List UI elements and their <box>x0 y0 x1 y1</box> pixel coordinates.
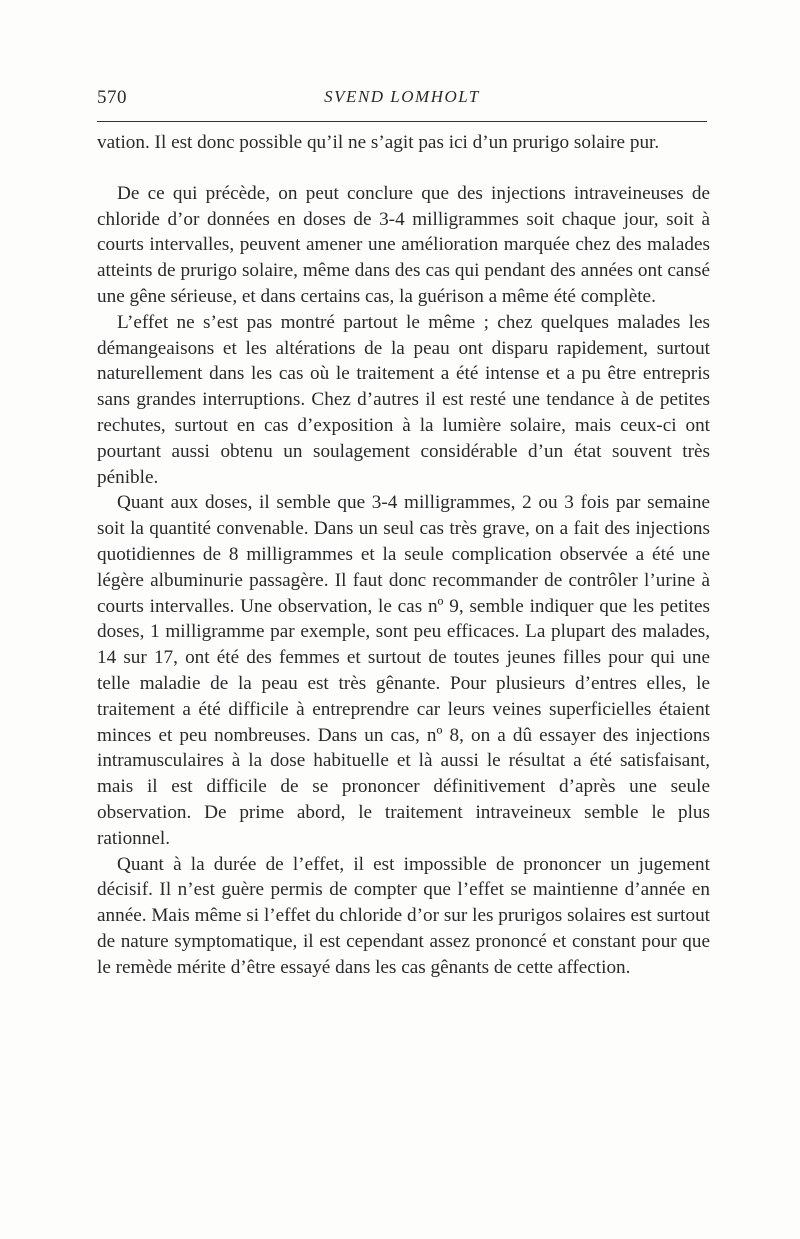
header-rule <box>97 121 707 122</box>
body-text <box>97 130 710 981</box>
author-header: SVEND LOMHOLT <box>324 87 480 106</box>
paragraph-conclusion: De ce qui précède, on peut conclure que des injections intraveineuses de chloride d’or données en doses de 3-4 milligrammes soit chaque jour, soit à courts intervalles, peuvent amener une amélioration marquée chez des malades atteints de prurigo solaire, même dans des cas qui pendant des années ont cansé une gêne sérieuse, et dans certains cas, la guérison a même été complète. <box>97 182 710 307</box>
paragraph-doses: Quant aux doses, il semble que 3-4 milligrammes, 2 ou 3 fois par semaine soit la quantité convenable. Dans un seul cas très grave, on a fait des injections quotidiennes de 8 milligrammes et la seule complication observée a été une légère albuminurie passagère. Il faut donc recommander de contrôler l’urine à courts intervalles. Une observation, le cas nº 9, semble indiquer que les petites doses, 1 milligramme par exemple, sont peu efficaces. La plupart des malades, 14 sur 17, ont été des femmes et surtout de toutes jeunes filles pour qui une telle maladie de la peau est très gênante. Pour plusieurs d’entres elles, le traitement a été difficile à entreprendre car leurs veines superficielles étaient minces et peu nombreuses. Dans un cas, nº 8, on a dû essayer des injections intramusculaires à la dose habituelle et là aussi le résultat a été satisfaisant, mais il est difficile de se prononcer définitivement d’après une seule observation. De prime abord, le traitement intraveineux semble le plus rationnel. <box>97 492 710 849</box>
paragraph-effect: L’effet ne s’est pas montré partout le même ; chez quelques malades les démangeaisons et les altérations de la peau ont disparu rapidement, surtout naturellement dans les cas où le traitement a été intense et a pu être entrepris sans grandes interruptions. Chez d’autres il est resté une tendance à de petites rechutes, surtout en cas d’exposition à la lumière solaire, mais ceux-ci ont pourtant aussi obtenu un soulagement considérable d’un état souvent très pénible. <box>97 311 710 488</box>
page-number: 570 <box>97 87 127 108</box>
paragraph-gap <box>97 156 710 181</box>
paragraph-continuation: vation. Il est donc possible qu’il ne s’agit pas ici d’un prurigo solaire pur. <box>97 132 660 153</box>
paragraph-duration: Quant à la durée de l’effet, il est impossible de prononcer un jugement décisif. Il n’est guère permis de compter que l’effet se maintienne d’année en année. Mais même si l’effet du chloride d’or sur les prurigos solaires est surtout de nature symptomatique, il est cependant assez prononcé et constant pour que le remède mérite d’être essayé dans les cas gênants de cette affection. <box>97 853 710 978</box>
running-head <box>97 87 707 117</box>
